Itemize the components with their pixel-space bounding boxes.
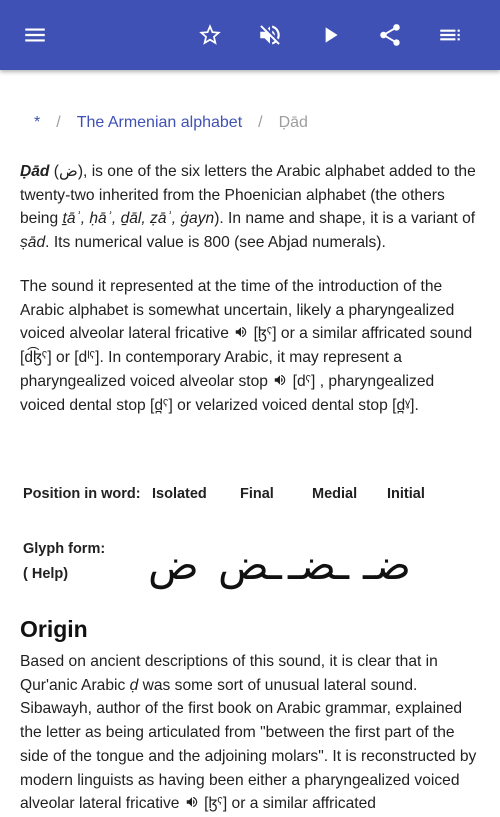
glyph-final: ـض (218, 540, 282, 589)
app-bar (0, 0, 500, 70)
glyph-initial: ضـ (363, 540, 411, 589)
sound-paragraph (20, 275, 480, 417)
favorite-button[interactable] (190, 15, 230, 55)
origin-paragraph (20, 650, 480, 816)
text: or a similar affricated sound [d͡ɮˤ] or [dˡˤ]. In contemporary Arabic, it may represent a pharyngealized voiced alveolar stop (20, 325, 473, 390)
menu-button[interactable] (15, 15, 55, 55)
mute-button[interactable] (250, 15, 290, 55)
text: or a similar affricated (231, 795, 376, 813)
menu-icon (22, 22, 48, 48)
ipa-text: [dˤ] (288, 372, 320, 390)
text: The sound it represented at the time of the introduction of the Arabic alphabet is somewhat uncertain, likely a pharyngealized voiced alveolar lateral fricative (20, 278, 455, 343)
play-button[interactable] (310, 15, 350, 55)
play-icon (317, 22, 343, 48)
letter-list: ṯāʾ, ḥāʾ, ḏāl, ẓāʾ, ġayn (62, 210, 215, 228)
glyph-isolated: ض (148, 540, 199, 589)
volume-off-icon (257, 22, 283, 48)
toc-button[interactable] (430, 15, 470, 55)
breadcrumb-parent[interactable]: The Armenian alphabet (76, 114, 243, 131)
breadcrumb (34, 114, 308, 132)
text: . Its numerical value is 800 (see Abjad numerals). (45, 234, 386, 252)
breadcrumb-root[interactable]: * (34, 114, 41, 131)
share-icon (377, 22, 403, 48)
column-initial: Initial (387, 486, 425, 502)
intro-paragraph (20, 160, 480, 255)
help-link[interactable]: ( Help) (23, 566, 69, 582)
star-outline-icon (197, 22, 223, 48)
text: , pharyngealized voiced dental stop [d̪ˤ] or velarized voiced dental stop [d̪ˠ]. (20, 372, 435, 414)
sad-word: ṣād (20, 234, 46, 252)
text: Based on ancient descriptions of this sound, it is clear that in Qur'anic Arabic (20, 653, 438, 694)
text: was some sort of unusual lateral sound. Sibawayh, author of the first book on Arabic grammar, explained the letter as being articulated from "between the first part of the side of the tongue and the adjoining molars". It is reconstructed by modern linguists as having been either a pharyngealized voiced alveolar lateral fricative (20, 676, 477, 813)
article-title-word: Ḍād (20, 163, 50, 180)
breadcrumb-separator: / (56, 114, 61, 131)
glyph-medial: ـضـ (288, 540, 350, 589)
glyph-forms (148, 530, 438, 600)
share-button[interactable] (370, 15, 410, 55)
ipa-text: [ɮˤ] (199, 795, 232, 813)
breadcrumb-separator: / (258, 114, 263, 131)
text: (ض), is one of the six letters the Arabic alphabet added to the twenty-two inherited from the Phoenician alphabet (the others being (20, 163, 476, 228)
glyph-form-label (23, 537, 105, 587)
ipa-text: [ɮˤ] (249, 325, 281, 343)
text: ). In name and shape, it is a variant of (214, 210, 476, 228)
speaker-icon[interactable] (272, 371, 288, 385)
origin-heading: Origin (20, 616, 88, 642)
glyph-form-text: Glyph form: (23, 541, 106, 557)
column-final: Final (240, 486, 274, 502)
position-label: Position in word: (23, 486, 141, 502)
toc-list-icon (437, 22, 463, 48)
column-medial: Medial (312, 486, 358, 502)
breadcrumb-current: Ḍād (278, 114, 308, 131)
speaker-icon[interactable] (184, 793, 200, 807)
d-letter: ḍ (129, 676, 139, 694)
column-isolated: Isolated (152, 486, 207, 502)
speaker-icon[interactable] (233, 323, 249, 337)
